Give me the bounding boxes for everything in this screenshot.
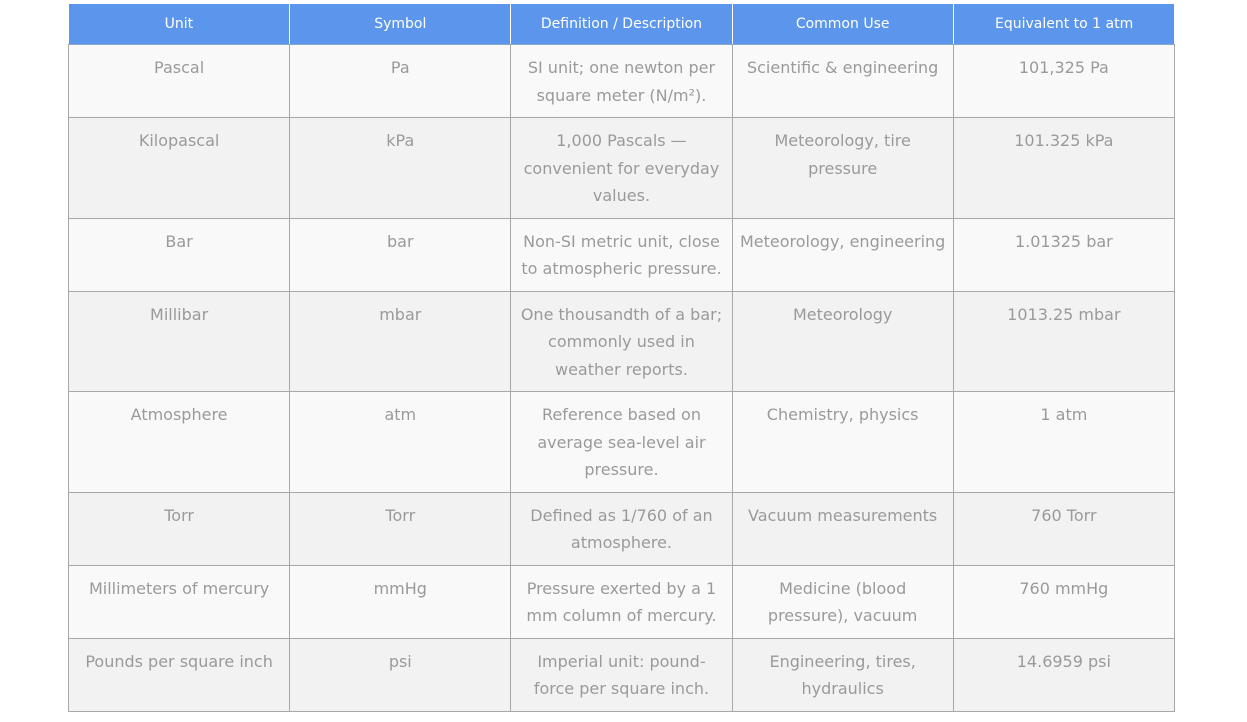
header-definition: Definition / Description [511, 4, 732, 45]
table-header [69, 4, 1175, 45]
cell-definition: One thousandth of a bar; commonly used in weather reports. [511, 291, 732, 392]
table-row [69, 492, 1175, 565]
cell-common-use: Meteorology [732, 291, 953, 392]
cell-equivalent: 1013.25 mbar [953, 291, 1174, 392]
cell-common-use: Engineering, tires, hydraulics [732, 638, 953, 711]
table-row [69, 638, 1175, 711]
cell-common-use: Meteorology, engineering [732, 218, 953, 291]
cell-definition: Pressure exerted by a 1 mm column of mercury. [511, 565, 732, 638]
cell-symbol: mmHg [290, 565, 511, 638]
cell-unit: Atmosphere [69, 392, 290, 493]
header-symbol: Symbol [290, 4, 511, 45]
cell-unit: Pascal [69, 45, 290, 118]
cell-symbol: psi [290, 638, 511, 711]
cell-common-use: Scientific & engineering [732, 45, 953, 118]
cell-symbol: Torr [290, 492, 511, 565]
cell-definition: SI unit; one newton per square meter (N/m²). [511, 45, 732, 118]
cell-unit: Millimeters of mercury [69, 565, 290, 638]
cell-symbol: atm [290, 392, 511, 493]
cell-equivalent: 1 atm [953, 392, 1174, 493]
cell-equivalent: 101.325 kPa [953, 118, 1174, 219]
cell-definition: Imperial unit: pound-force per square inch. [511, 638, 732, 711]
cell-symbol: Pa [290, 45, 511, 118]
cell-unit: Kilopascal [69, 118, 290, 219]
cell-unit: Millibar [69, 291, 290, 392]
table-row [69, 45, 1175, 118]
cell-definition: 1,000 Pascals — convenient for everyday values. [511, 118, 732, 219]
cell-equivalent: 101,325 Pa [953, 45, 1174, 118]
table-row [69, 118, 1175, 219]
table-row [69, 392, 1175, 493]
cell-common-use: Chemistry, physics [732, 392, 953, 493]
cell-equivalent: 14.6959 psi [953, 638, 1174, 711]
cell-unit: Pounds per square inch [69, 638, 290, 711]
header-unit: Unit [69, 4, 290, 45]
cell-symbol: kPa [290, 118, 511, 219]
header-equivalent: Equivalent to 1 atm [953, 4, 1174, 45]
cell-symbol: mbar [290, 291, 511, 392]
cell-equivalent: 760 mmHg [953, 565, 1174, 638]
table-row [69, 565, 1175, 638]
table-row [69, 291, 1175, 392]
header-row [69, 4, 1175, 45]
cell-unit: Torr [69, 492, 290, 565]
cell-symbol: bar [290, 218, 511, 291]
pressure-units-table-container [68, 4, 1174, 712]
cell-equivalent: 1.01325 bar [953, 218, 1174, 291]
table-row [69, 218, 1175, 291]
cell-definition: Defined as 1/760 of an atmosphere. [511, 492, 732, 565]
cell-definition: Reference based on average sea-level air pressure. [511, 392, 732, 493]
cell-equivalent: 760 Torr [953, 492, 1174, 565]
header-common-use: Common Use [732, 4, 953, 45]
cell-common-use: Medicine (blood pressure), vacuum [732, 565, 953, 638]
cell-common-use: Vacuum measurements [732, 492, 953, 565]
cell-common-use: Meteorology, tire pressure [732, 118, 953, 219]
pressure-units-table [68, 4, 1175, 712]
cell-definition: Non-SI metric unit, close to atmospheric pressure. [511, 218, 732, 291]
table-body [69, 45, 1175, 712]
cell-unit: Bar [69, 218, 290, 291]
